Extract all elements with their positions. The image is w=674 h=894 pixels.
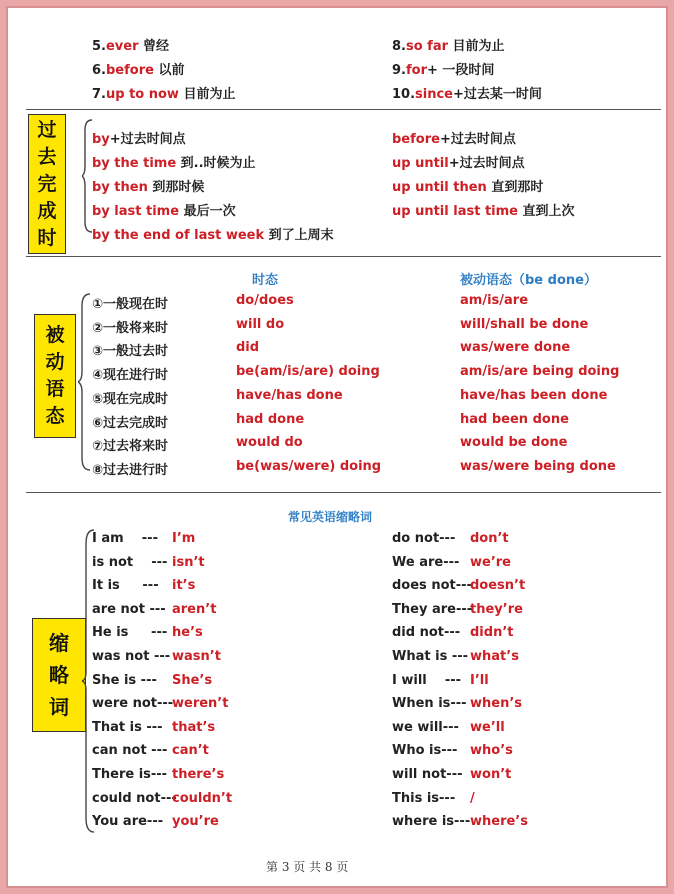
contraction-full: does not--- bbox=[392, 578, 472, 594]
contraction-full: I am --- bbox=[92, 531, 158, 546]
time-phrase bbox=[392, 128, 516, 147]
time-phrase bbox=[92, 176, 204, 195]
contraction-short: couldn’t bbox=[172, 790, 233, 806]
contraction-full: was not --- bbox=[92, 649, 171, 664]
item-number: 7. bbox=[92, 87, 106, 102]
label-char: 被 bbox=[45, 324, 65, 346]
active-form: would do bbox=[236, 435, 303, 451]
contraction-full: I will --- bbox=[392, 672, 462, 688]
item-number: 8. bbox=[392, 39, 406, 54]
contraction-short: don’t bbox=[470, 531, 509, 546]
contraction-full: is not --- bbox=[92, 554, 168, 570]
contraction-short: I’ll bbox=[470, 672, 489, 688]
label-char: 成 bbox=[37, 199, 57, 222]
contraction-short: She’s bbox=[172, 672, 213, 688]
label-char: 动 bbox=[45, 351, 65, 373]
section-divider bbox=[26, 256, 661, 257]
phrase-cn: +过去时间点 bbox=[109, 132, 186, 147]
top-item bbox=[392, 59, 494, 78]
passive-form: was/were done bbox=[460, 340, 571, 356]
contraction-short: we’re bbox=[470, 554, 511, 570]
contraction-full: were not--- bbox=[92, 696, 174, 712]
item-number: 10. bbox=[392, 87, 416, 102]
contraction-short: it’s bbox=[172, 578, 196, 594]
phrase-cn: +过去时间点 bbox=[448, 156, 525, 171]
item-meaning: 目前为止 bbox=[448, 39, 505, 54]
top-item bbox=[92, 59, 184, 78]
item-word: so far bbox=[405, 39, 449, 54]
item-number: 9. bbox=[392, 63, 406, 78]
contraction-full: we will--- bbox=[392, 719, 459, 735]
time-phrase bbox=[92, 152, 256, 171]
contraction-full: We are--- bbox=[392, 554, 460, 570]
tense-name: ①一般现在时 bbox=[92, 297, 169, 312]
passive-form: was/were being done bbox=[460, 458, 616, 474]
label-char: 态 bbox=[45, 405, 65, 427]
active-form: had done bbox=[236, 411, 305, 427]
label-char: 时 bbox=[37, 226, 57, 249]
top-item bbox=[92, 83, 235, 102]
contraction-short: / bbox=[470, 790, 475, 806]
phrase-en: by bbox=[92, 132, 110, 147]
passive-header: 被动语态（be done） bbox=[460, 273, 597, 288]
contraction-full: It is --- bbox=[92, 578, 159, 594]
phrase-cn: 最后一次 bbox=[179, 204, 236, 219]
contraction-full: That is --- bbox=[92, 719, 163, 735]
item-meaning: +过去某一时间 bbox=[453, 87, 542, 102]
tense-header: 时态 bbox=[252, 273, 279, 288]
phrase-cn: 到那时候 bbox=[147, 180, 205, 195]
contraction-short: where’s bbox=[470, 814, 528, 830]
contraction-short: wasn’t bbox=[172, 649, 221, 664]
label-char: 缩 bbox=[49, 631, 69, 655]
tense-name: ⑥过去完成时 bbox=[92, 415, 169, 431]
phrase-en: by the time bbox=[92, 156, 177, 171]
brace bbox=[78, 292, 92, 472]
phrase-en: by last time bbox=[92, 204, 180, 219]
contraction-full: can not --- bbox=[92, 743, 168, 759]
contraction-full: They are--- bbox=[392, 601, 473, 617]
contraction-short: didn’t bbox=[470, 625, 514, 641]
active-form: do/does bbox=[236, 293, 294, 308]
item-number: 6. bbox=[92, 63, 106, 78]
phrase-en: by then bbox=[92, 180, 148, 195]
label-char: 语 bbox=[45, 378, 65, 400]
page-footer: 第 3 页 共 8 页 bbox=[266, 860, 349, 874]
item-word: ever bbox=[105, 39, 139, 54]
item-meaning: 曾经 bbox=[138, 39, 170, 54]
contraction-full: He is --- bbox=[92, 625, 168, 641]
contraction-short: that’s bbox=[172, 719, 216, 735]
item-meaning: 目前为止 bbox=[178, 87, 236, 102]
tense-name: ⑧过去进行时 bbox=[92, 462, 169, 478]
tense-name: ③一般过去时 bbox=[92, 344, 169, 360]
phrase-en: up until last time bbox=[392, 204, 518, 219]
time-phrase bbox=[392, 176, 543, 195]
contraction-short: can’t bbox=[172, 743, 209, 759]
contraction-short: what’s bbox=[470, 649, 519, 664]
contraction-full: Who is--- bbox=[392, 743, 458, 759]
passive-form: would be done bbox=[460, 435, 568, 451]
tense-name: ④现在进行时 bbox=[92, 368, 169, 384]
contraction-short: won’t bbox=[470, 767, 512, 782]
item-word: since bbox=[415, 87, 454, 102]
passive-voice-label bbox=[34, 314, 76, 438]
time-phrase bbox=[392, 152, 525, 171]
passive-form: had been done bbox=[460, 411, 569, 427]
contraction-full: do not--- bbox=[392, 531, 456, 546]
contraction-full: where is--- bbox=[392, 814, 471, 830]
contraction-short: you’re bbox=[172, 814, 219, 830]
contractions-header: 常见英语缩略词 bbox=[288, 510, 373, 524]
time-phrase bbox=[92, 128, 186, 147]
section-divider bbox=[26, 492, 661, 493]
passive-form: am/is/are bbox=[460, 293, 529, 308]
contraction-full: You are--- bbox=[92, 814, 164, 830]
active-form: be(was/were) doing bbox=[236, 458, 382, 474]
contraction-short: who’s bbox=[470, 743, 513, 759]
tense-name: ⑤现在完成时 bbox=[92, 391, 169, 407]
label-char: 词 bbox=[49, 695, 69, 719]
item-meaning: + 一段时间 bbox=[426, 63, 495, 78]
time-phrase bbox=[92, 200, 236, 219]
top-item bbox=[392, 83, 542, 102]
phrase-cn: 直到那时 bbox=[486, 180, 544, 195]
phrase-en: up until bbox=[392, 156, 449, 171]
item-word: for bbox=[405, 63, 427, 78]
contraction-full: When is--- bbox=[392, 696, 467, 712]
contraction-full: She is --- bbox=[92, 672, 157, 688]
label-char: 去 bbox=[37, 145, 57, 168]
active-form: did bbox=[236, 340, 260, 356]
phrase-cn: 到了上周末 bbox=[264, 228, 334, 243]
active-form: will do bbox=[236, 316, 285, 332]
contraction-short: they’re bbox=[470, 601, 523, 617]
contraction-full: There is--- bbox=[92, 767, 168, 782]
active-form: have/has done bbox=[236, 387, 343, 403]
tense-name: ⑦过去将来时 bbox=[92, 439, 169, 455]
contraction-full: could not--- bbox=[92, 790, 177, 806]
section-divider bbox=[26, 109, 661, 110]
contraction-full: did not--- bbox=[392, 625, 461, 641]
item-word: up to now bbox=[105, 87, 179, 102]
contraction-short: I’m bbox=[172, 531, 196, 546]
label-char: 完 bbox=[37, 172, 57, 195]
phrase-cn: 到..时候为止 bbox=[176, 156, 256, 171]
phrase-cn: 直到上次 bbox=[518, 204, 575, 219]
item-number: 5. bbox=[92, 39, 106, 54]
phrase-en: before bbox=[392, 132, 440, 147]
contraction-short: there’s bbox=[172, 767, 225, 782]
passive-form: am/is/are being doing bbox=[460, 364, 620, 380]
contraction-short: isn’t bbox=[172, 554, 205, 570]
contraction-full: What is --- bbox=[392, 649, 469, 664]
document-page bbox=[6, 6, 668, 888]
active-form: be(am/is/are) doing bbox=[236, 364, 380, 380]
time-phrase bbox=[92, 224, 334, 243]
top-item bbox=[92, 35, 169, 54]
contraction-short: when’s bbox=[470, 696, 523, 712]
contraction-short: he’s bbox=[172, 625, 203, 641]
contraction-full: will not--- bbox=[392, 767, 463, 782]
contractions-label bbox=[32, 618, 86, 732]
top-item bbox=[392, 35, 505, 54]
past-perfect-label bbox=[28, 114, 66, 254]
phrase-en: up until then bbox=[392, 180, 487, 195]
contraction-short: doesn’t bbox=[470, 578, 526, 594]
passive-form: have/has been done bbox=[460, 387, 608, 403]
phrase-en: by the end of last week bbox=[92, 228, 265, 243]
label-char: 过 bbox=[37, 118, 57, 141]
phrase-cn: +过去时间点 bbox=[439, 132, 516, 147]
item-meaning: 以前 bbox=[153, 63, 185, 78]
contraction-short: aren’t bbox=[172, 601, 217, 617]
tense-name: ②一般将来时 bbox=[92, 320, 169, 336]
label-char: 略 bbox=[49, 663, 69, 687]
contraction-full: This is--- bbox=[392, 790, 456, 806]
time-phrase bbox=[392, 200, 575, 219]
contraction-full: are not --- bbox=[92, 601, 166, 617]
item-word: before bbox=[105, 63, 154, 78]
contraction-short: we’ll bbox=[470, 719, 505, 735]
contraction-short: weren’t bbox=[172, 696, 229, 712]
passive-form: will/shall be done bbox=[460, 316, 589, 332]
